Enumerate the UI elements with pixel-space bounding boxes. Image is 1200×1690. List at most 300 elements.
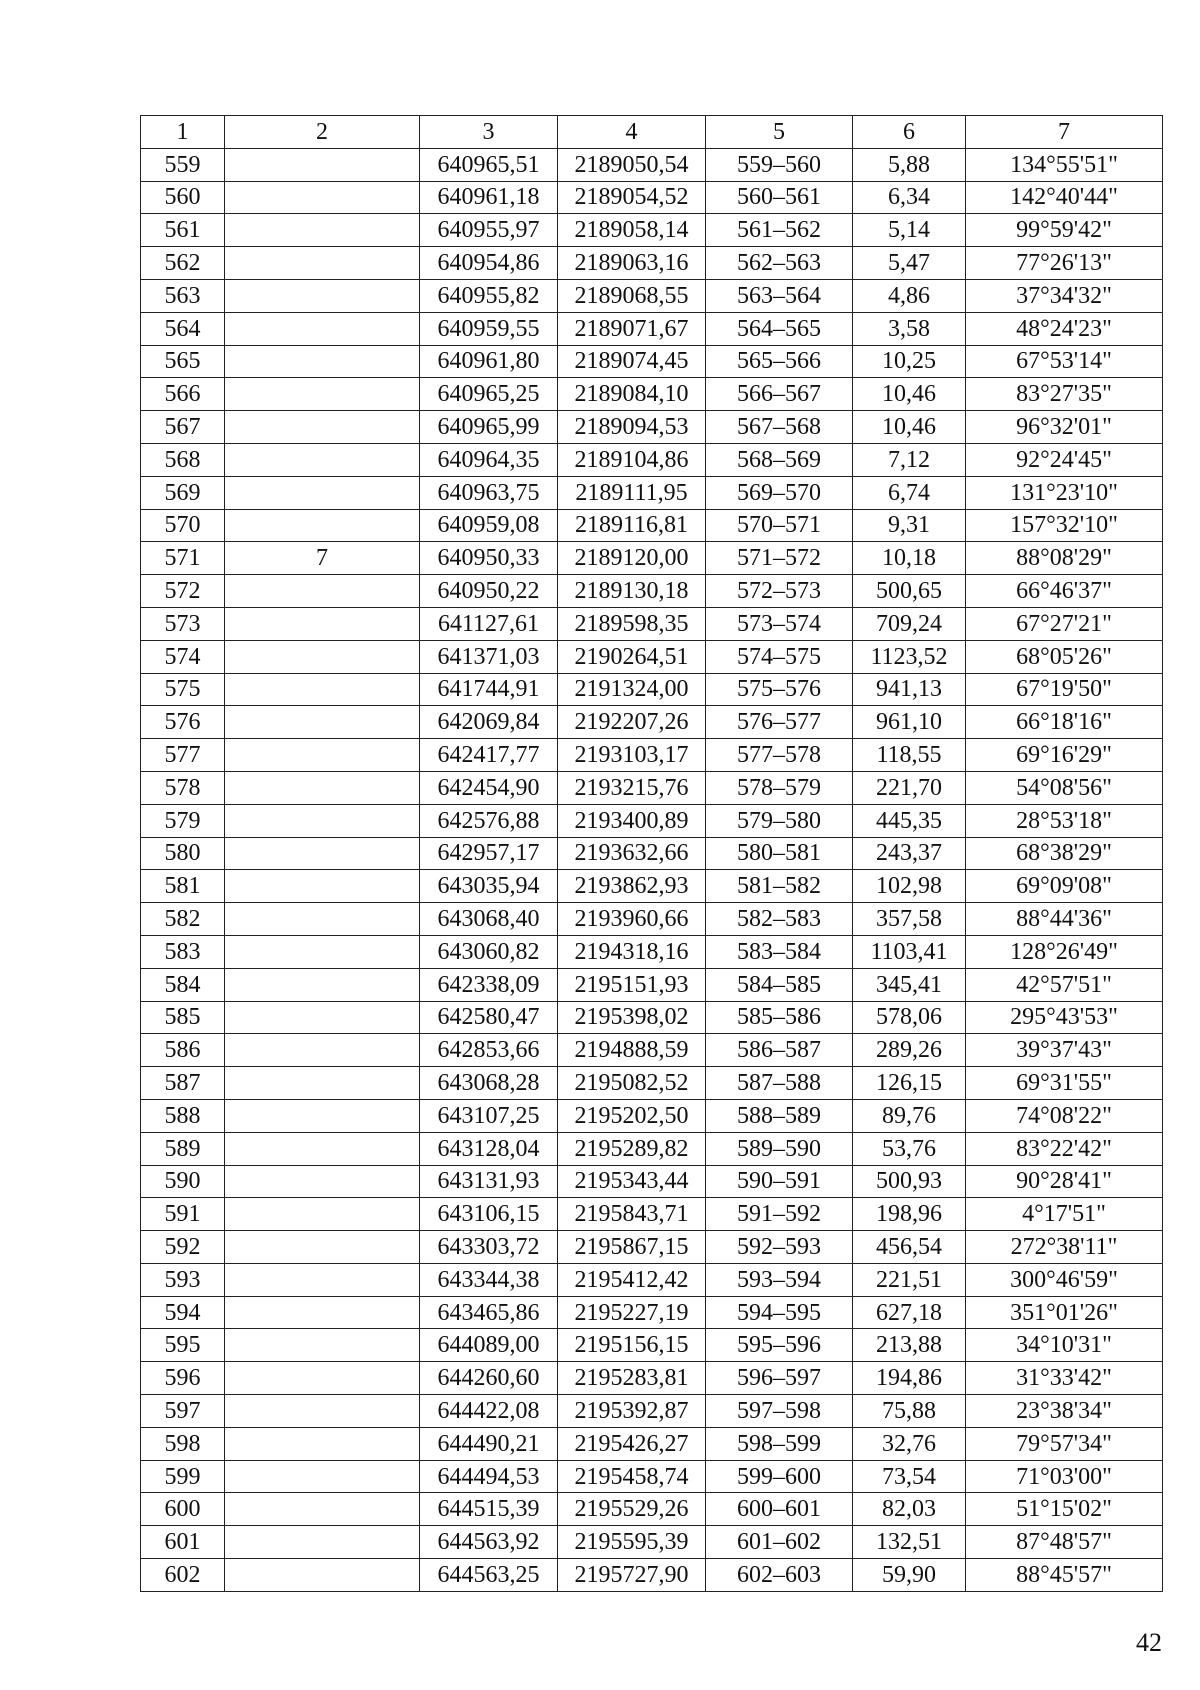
table-cell-col-2	[225, 1165, 420, 1198]
table-cell-col-7: 87°48'57"	[966, 1526, 1163, 1559]
table-cell-col-6: 1103,41	[853, 935, 966, 968]
table-row	[141, 640, 1163, 673]
table-cell-col-7: 48°24'23"	[966, 312, 1163, 345]
table-cell-col-6: 10,25	[853, 345, 966, 378]
table-cell-col-6: 32,76	[853, 1427, 966, 1460]
table-cell-col-2	[225, 1493, 420, 1526]
table-cell-col-4: 2195151,93	[558, 968, 706, 1001]
table-cell-col-6: 9,31	[853, 509, 966, 542]
table-cell-col-7: 77°26'13"	[966, 247, 1163, 280]
table-cell-col-7: 128°26'49"	[966, 935, 1163, 968]
table-cell-col-4: 2189111,95	[558, 476, 706, 509]
table-cell-col-3: 642957,17	[420, 837, 558, 870]
table-cell-col-4: 2195529,26	[558, 1493, 706, 1526]
table-cell-col-6: 1123,52	[853, 640, 966, 673]
table-cell-col-1: 600	[141, 1493, 225, 1526]
table-cell-col-6: 289,26	[853, 1034, 966, 1067]
header-row	[141, 116, 1163, 149]
table-cell-col-1: 597	[141, 1395, 225, 1428]
table-row	[141, 411, 1163, 444]
table-cell-col-6: 10,18	[853, 542, 966, 575]
table-row	[141, 1296, 1163, 1329]
table-cell-col-2	[225, 607, 420, 640]
table-cell-col-5: 591–592	[706, 1198, 853, 1231]
table-cell-col-5: 564–565	[706, 312, 853, 345]
table-cell-col-4: 2189104,86	[558, 443, 706, 476]
table-cell-col-3: 640963,75	[420, 476, 558, 509]
table-cell-col-2	[225, 279, 420, 312]
table-cell-col-5: 568–569	[706, 443, 853, 476]
table-cell-col-1: 582	[141, 903, 225, 936]
table-cell-col-4: 2189050,54	[558, 148, 706, 181]
table-cell-col-2	[225, 411, 420, 444]
table-cell-col-1: 594	[141, 1296, 225, 1329]
table-cell-col-7: 351°01'26"	[966, 1296, 1163, 1329]
table-cell-col-4: 2195595,39	[558, 1526, 706, 1559]
table-cell-col-5: 581–582	[706, 870, 853, 903]
table-cell-col-1: 563	[141, 279, 225, 312]
table-cell-col-4: 2190264,51	[558, 640, 706, 673]
table-cell-col-5: 595–596	[706, 1329, 853, 1362]
table-cell-col-6: 627,18	[853, 1296, 966, 1329]
table-row	[141, 870, 1163, 903]
table-row	[141, 706, 1163, 739]
table-cell-col-2	[225, 739, 420, 772]
table-cell-col-2	[225, 1362, 420, 1395]
table-cell-col-3: 644089,00	[420, 1329, 558, 1362]
table-row	[141, 1198, 1163, 1231]
table-cell-col-1: 592	[141, 1231, 225, 1264]
table-cell-col-5: 590–591	[706, 1165, 853, 1198]
table-cell-col-5: 577–578	[706, 739, 853, 772]
table-row	[141, 181, 1163, 214]
table-cell-col-1: 570	[141, 509, 225, 542]
table-cell-col-2	[225, 1296, 420, 1329]
table-row	[141, 575, 1163, 608]
table-cell-col-6: 500,93	[853, 1165, 966, 1198]
table-cell-col-4: 2189130,18	[558, 575, 706, 608]
table-row	[141, 1329, 1163, 1362]
coordinates-table	[140, 115, 1163, 1592]
table-row	[141, 1263, 1163, 1296]
table-cell-col-4: 2195392,87	[558, 1395, 706, 1428]
table-cell-col-7: 96°32'01"	[966, 411, 1163, 444]
table-cell-col-5: 592–593	[706, 1231, 853, 1264]
table-cell-col-1: 560	[141, 181, 225, 214]
table-cell-col-1: 564	[141, 312, 225, 345]
table-cell-col-1: 593	[141, 1263, 225, 1296]
table-cell-col-5: 572–573	[706, 575, 853, 608]
table-cell-col-7: 131°23'10"	[966, 476, 1163, 509]
table-cell-col-3: 644422,08	[420, 1395, 558, 1428]
table-cell-col-5: 594–595	[706, 1296, 853, 1329]
table-cell-col-1: 591	[141, 1198, 225, 1231]
table-cell-col-1: 577	[141, 739, 225, 772]
table-cell-col-2	[225, 771, 420, 804]
table-row	[141, 771, 1163, 804]
table-cell-col-2	[225, 968, 420, 1001]
table-cell-col-1: 584	[141, 968, 225, 1001]
table-cell-col-7: 67°27'21"	[966, 607, 1163, 640]
table-row	[141, 1067, 1163, 1100]
table-cell-col-6: 194,86	[853, 1362, 966, 1395]
table-cell-col-4: 2193400,89	[558, 804, 706, 837]
table-cell-col-5: 585–586	[706, 1001, 853, 1034]
table-cell-col-1: 580	[141, 837, 225, 870]
table-cell-col-2	[225, 1329, 420, 1362]
table-cell-col-5: 576–577	[706, 706, 853, 739]
table-cell-col-1: 596	[141, 1362, 225, 1395]
table-row	[141, 509, 1163, 542]
table-cell-col-1: 572	[141, 575, 225, 608]
table-cell-col-2	[225, 1395, 420, 1428]
table-cell-col-3: 640965,25	[420, 378, 558, 411]
table-cell-col-5: 584–585	[706, 968, 853, 1001]
table-cell-col-3: 642454,90	[420, 771, 558, 804]
table-cell-col-6: 198,96	[853, 1198, 966, 1231]
table-cell-col-2	[225, 312, 420, 345]
table-cell-col-2	[225, 804, 420, 837]
table-cell-col-4: 2195202,50	[558, 1099, 706, 1132]
table-cell-col-5: 588–589	[706, 1099, 853, 1132]
table-cell-col-4: 2189116,81	[558, 509, 706, 542]
table-cell-col-7: 4°17'51"	[966, 1198, 1163, 1231]
table-cell-col-7: 83°27'35"	[966, 378, 1163, 411]
table-cell-col-4: 2189054,52	[558, 181, 706, 214]
table-cell-col-2	[225, 870, 420, 903]
table-cell-col-2	[225, 1099, 420, 1132]
table-cell-col-1: 575	[141, 673, 225, 706]
table-cell-col-3: 643035,94	[420, 870, 558, 903]
table-cell-col-6: 102,98	[853, 870, 966, 903]
table-cell-col-7: 74°08'22"	[966, 1099, 1163, 1132]
table-cell-col-1: 574	[141, 640, 225, 673]
table-cell-col-4: 2193103,17	[558, 739, 706, 772]
table-cell-col-2	[225, 1198, 420, 1231]
table-cell-col-1: 565	[141, 345, 225, 378]
table-cell-col-3: 643465,86	[420, 1296, 558, 1329]
table-cell-col-5: 580–581	[706, 837, 853, 870]
table-cell-col-4: 2195156,15	[558, 1329, 706, 1362]
table-cell-col-7: 66°18'16"	[966, 706, 1163, 739]
table-row	[141, 968, 1163, 1001]
table-cell-col-2	[225, 247, 420, 280]
column-header-4: 4	[558, 116, 706, 149]
table-row	[141, 739, 1163, 772]
table-cell-col-4: 2189120,00	[558, 542, 706, 575]
table-cell-col-6: 941,13	[853, 673, 966, 706]
table-cell-col-7: 90°28'41"	[966, 1165, 1163, 1198]
table-cell-col-4: 2195398,02	[558, 1001, 706, 1034]
table-cell-col-1: 583	[141, 935, 225, 968]
table-cell-col-4: 2195082,52	[558, 1067, 706, 1100]
table-cell-col-6: 75,88	[853, 1395, 966, 1428]
table-cell-col-1: 568	[141, 443, 225, 476]
table-cell-col-4: 2189063,16	[558, 247, 706, 280]
table-cell-col-1: 571	[141, 542, 225, 575]
table-cell-col-7: 69°16'29"	[966, 739, 1163, 772]
table-cell-col-5: 561–562	[706, 214, 853, 247]
table-cell-col-3: 642417,77	[420, 739, 558, 772]
table-cell-col-2	[225, 575, 420, 608]
table-cell-col-5: 579–580	[706, 804, 853, 837]
table-cell-col-5: 597–598	[706, 1395, 853, 1428]
table-cell-col-3: 643344,38	[420, 1263, 558, 1296]
table-row	[141, 673, 1163, 706]
table-cell-col-4: 2194888,59	[558, 1034, 706, 1067]
table-cell-col-2: 7	[225, 542, 420, 575]
table-cell-col-6: 221,70	[853, 771, 966, 804]
table-cell-col-1: 576	[141, 706, 225, 739]
table-cell-col-6: 53,76	[853, 1132, 966, 1165]
table-cell-col-7: 68°05'26"	[966, 640, 1163, 673]
table-cell-col-6: 89,76	[853, 1099, 966, 1132]
table-row	[141, 1132, 1163, 1165]
table-row	[141, 1165, 1163, 1198]
table-cell-col-1: 587	[141, 1067, 225, 1100]
table-row	[141, 903, 1163, 936]
table-cell-col-6: 5,88	[853, 148, 966, 181]
table-cell-col-7: 66°46'37"	[966, 575, 1163, 608]
table-cell-col-6: 10,46	[853, 378, 966, 411]
table-cell-col-5: 583–584	[706, 935, 853, 968]
column-header-6: 6	[853, 116, 966, 149]
table-cell-col-3: 644563,25	[420, 1559, 558, 1592]
table-cell-col-3: 644563,92	[420, 1526, 558, 1559]
table-cell-col-6: 59,90	[853, 1559, 966, 1592]
table-cell-col-7: 39°37'43"	[966, 1034, 1163, 1067]
table-cell-col-2	[225, 1132, 420, 1165]
table-cell-col-3: 644490,21	[420, 1427, 558, 1460]
table-cell-col-1: 569	[141, 476, 225, 509]
table-cell-col-7: 99°59'42"	[966, 214, 1163, 247]
table-cell-col-7: 272°38'11"	[966, 1231, 1163, 1264]
table-cell-col-6: 82,03	[853, 1493, 966, 1526]
table-cell-col-2	[225, 1263, 420, 1296]
table-cell-col-1: 578	[141, 771, 225, 804]
table-cell-col-4: 2189058,14	[558, 214, 706, 247]
table-row	[141, 837, 1163, 870]
table-cell-col-6: 126,15	[853, 1067, 966, 1100]
table-cell-col-1: 566	[141, 378, 225, 411]
column-header-1: 1	[141, 116, 225, 149]
table-cell-col-2	[225, 935, 420, 968]
table-cell-col-1: 573	[141, 607, 225, 640]
table-cell-col-6: 709,24	[853, 607, 966, 640]
table-cell-col-6: 6,74	[853, 476, 966, 509]
table-cell-col-7: 67°53'14"	[966, 345, 1163, 378]
table-cell-col-4: 2189074,45	[558, 345, 706, 378]
table-cell-col-6: 357,58	[853, 903, 966, 936]
table-cell-col-7: 157°32'10"	[966, 509, 1163, 542]
table-cell-col-4: 2195289,82	[558, 1132, 706, 1165]
table-row	[141, 1526, 1163, 1559]
table-cell-col-3: 644515,39	[420, 1493, 558, 1526]
table-cell-col-7: 88°45'57"	[966, 1559, 1163, 1592]
table-cell-col-2	[225, 837, 420, 870]
table-row	[141, 1395, 1163, 1428]
table-row	[141, 476, 1163, 509]
table-cell-col-4: 2189071,67	[558, 312, 706, 345]
table-cell-col-6: 5,47	[853, 247, 966, 280]
table-row	[141, 1034, 1163, 1067]
table-row	[141, 443, 1163, 476]
table-cell-col-5: 566–567	[706, 378, 853, 411]
table-cell-col-3: 640961,18	[420, 181, 558, 214]
table-row	[141, 1460, 1163, 1493]
table-cell-col-4: 2195283,81	[558, 1362, 706, 1395]
table-cell-col-7: 142°40'44"	[966, 181, 1163, 214]
table-cell-col-3: 641371,03	[420, 640, 558, 673]
table-cell-col-5: 600–601	[706, 1493, 853, 1526]
table-cell-col-3: 643106,15	[420, 1198, 558, 1231]
table-row	[141, 1493, 1163, 1526]
table-cell-col-1: 598	[141, 1427, 225, 1460]
table-cell-col-6: 500,65	[853, 575, 966, 608]
table-cell-col-4: 2192207,26	[558, 706, 706, 739]
table-cell-col-4: 2193632,66	[558, 837, 706, 870]
table-cell-col-6: 6,34	[853, 181, 966, 214]
table-cell-col-5: 582–583	[706, 903, 853, 936]
table-cell-col-3: 643060,82	[420, 935, 558, 968]
table-cell-col-7: 37°34'32"	[966, 279, 1163, 312]
page-number: 42	[1136, 1628, 1162, 1657]
table-cell-col-4: 2195412,42	[558, 1263, 706, 1296]
table-cell-col-1: 585	[141, 1001, 225, 1034]
table-cell-col-5: 571–572	[706, 542, 853, 575]
table-row	[141, 148, 1163, 181]
table-cell-col-2	[225, 1067, 420, 1100]
table-cell-col-3: 640959,08	[420, 509, 558, 542]
table-cell-col-5: 578–579	[706, 771, 853, 804]
column-header-2: 2	[225, 116, 420, 149]
table-row	[141, 542, 1163, 575]
table-cell-col-5: 573–574	[706, 607, 853, 640]
table-cell-col-4: 2189094,53	[558, 411, 706, 444]
table-cell-col-6: 345,41	[853, 968, 966, 1001]
table-cell-col-5: 596–597	[706, 1362, 853, 1395]
column-header-3: 3	[420, 116, 558, 149]
table-row	[141, 1427, 1163, 1460]
table-cell-col-5: 563–564	[706, 279, 853, 312]
table-cell-col-4: 2195227,19	[558, 1296, 706, 1329]
table-cell-col-1: 562	[141, 247, 225, 280]
table-row	[141, 804, 1163, 837]
table-cell-col-1: 599	[141, 1460, 225, 1493]
table-cell-col-6: 5,14	[853, 214, 966, 247]
table-cell-col-3: 640965,51	[420, 148, 558, 181]
table-cell-col-2	[225, 1526, 420, 1559]
table-cell-col-1: 579	[141, 804, 225, 837]
table-cell-col-3: 642853,66	[420, 1034, 558, 1067]
table-cell-col-5: 593–594	[706, 1263, 853, 1296]
table-cell-col-4: 2191324,00	[558, 673, 706, 706]
table-cell-col-6: 961,10	[853, 706, 966, 739]
table-cell-col-3: 642580,47	[420, 1001, 558, 1034]
table-cell-col-4: 2195426,27	[558, 1427, 706, 1460]
table-cell-col-6: 213,88	[853, 1329, 966, 1362]
table-cell-col-3: 642069,84	[420, 706, 558, 739]
table-cell-col-7: 69°31'55"	[966, 1067, 1163, 1100]
column-header-5: 5	[706, 116, 853, 149]
table-cell-col-2	[225, 378, 420, 411]
table-cell-col-2	[225, 903, 420, 936]
table-row	[141, 1001, 1163, 1034]
table-body	[141, 148, 1163, 1591]
table-row	[141, 1362, 1163, 1395]
table-cell-col-6: 456,54	[853, 1231, 966, 1264]
table-cell-col-4: 2193960,66	[558, 903, 706, 936]
table-cell-col-5: 599–600	[706, 1460, 853, 1493]
table-cell-col-5: 587–588	[706, 1067, 853, 1100]
table-cell-col-3: 640950,33	[420, 542, 558, 575]
table-cell-col-4: 2195343,44	[558, 1165, 706, 1198]
table-cell-col-2	[225, 1559, 420, 1592]
table-cell-col-7: 34°10'31"	[966, 1329, 1163, 1362]
table-cell-col-5: 567–568	[706, 411, 853, 444]
table-cell-col-6: 578,06	[853, 1001, 966, 1034]
table-row	[141, 607, 1163, 640]
table-row	[141, 935, 1163, 968]
table-row	[141, 1099, 1163, 1132]
table-cell-col-3: 640955,82	[420, 279, 558, 312]
table-cell-col-7: 28°53'18"	[966, 804, 1163, 837]
table-cell-col-4: 2193862,93	[558, 870, 706, 903]
table-cell-col-3: 640965,99	[420, 411, 558, 444]
table-cell-col-7: 300°46'59"	[966, 1263, 1163, 1296]
table-cell-col-7: 92°24'45"	[966, 443, 1163, 476]
table-cell-col-6: 3,58	[853, 312, 966, 345]
table-cell-col-7: 295°43'53"	[966, 1001, 1163, 1034]
table-cell-col-2	[225, 706, 420, 739]
table-cell-col-7: 67°19'50"	[966, 673, 1163, 706]
table-cell-col-3: 644494,53	[420, 1460, 558, 1493]
table-cell-col-5: 574–575	[706, 640, 853, 673]
table-cell-col-3: 643068,40	[420, 903, 558, 936]
table-cell-col-5: 565–566	[706, 345, 853, 378]
table-cell-col-3: 644260,60	[420, 1362, 558, 1395]
table-cell-col-1: 561	[141, 214, 225, 247]
table-cell-col-7: 88°44'36"	[966, 903, 1163, 936]
table-cell-col-2	[225, 673, 420, 706]
table-cell-col-4: 2195867,15	[558, 1231, 706, 1264]
table-cell-col-5: 559–560	[706, 148, 853, 181]
table-row	[141, 279, 1163, 312]
table-cell-col-1: 590	[141, 1165, 225, 1198]
table-cell-col-4: 2195843,71	[558, 1198, 706, 1231]
table-cell-col-7: 42°57'51"	[966, 968, 1163, 1001]
table-cell-col-5: 560–561	[706, 181, 853, 214]
table-row	[141, 312, 1163, 345]
table-cell-col-2	[225, 1034, 420, 1067]
table-cell-col-7: 71°03'00"	[966, 1460, 1163, 1493]
table-row	[141, 345, 1163, 378]
table-cell-col-5: 602–603	[706, 1559, 853, 1592]
table-cell-col-3: 642338,09	[420, 968, 558, 1001]
table-cell-col-5: 575–576	[706, 673, 853, 706]
table-cell-col-7: 69°09'08"	[966, 870, 1163, 903]
table-cell-col-5: 586–587	[706, 1034, 853, 1067]
table-cell-col-2	[225, 1231, 420, 1264]
table-cell-col-3: 643131,93	[420, 1165, 558, 1198]
table-cell-col-6: 7,12	[853, 443, 966, 476]
table-cell-col-3: 640950,22	[420, 575, 558, 608]
table-cell-col-1: 567	[141, 411, 225, 444]
table-cell-col-2	[225, 214, 420, 247]
table-cell-col-1: 595	[141, 1329, 225, 1362]
table-cell-col-3: 640959,55	[420, 312, 558, 345]
table-cell-col-6: 132,51	[853, 1526, 966, 1559]
